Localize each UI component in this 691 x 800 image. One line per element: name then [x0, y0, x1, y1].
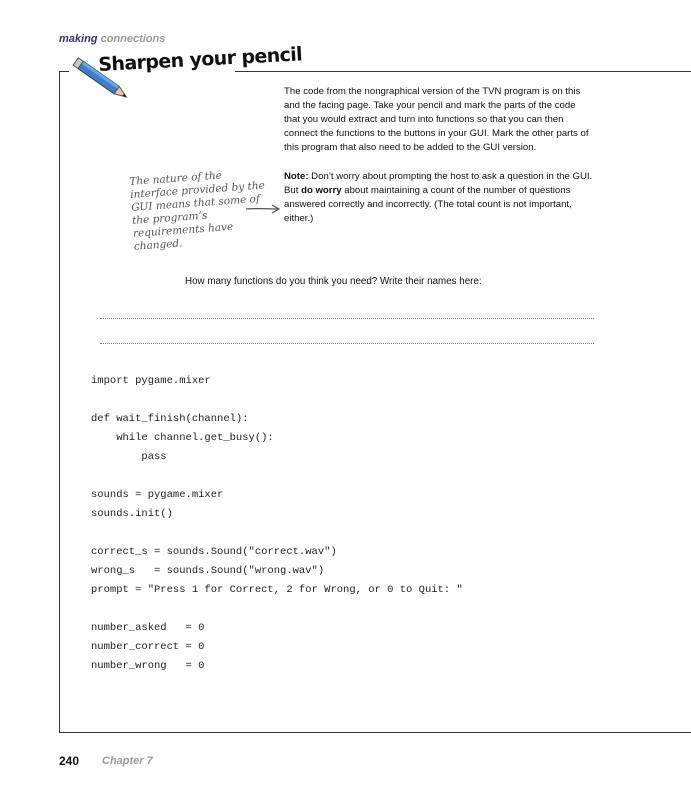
handwritten-annotation: The nature of the interface provided by the GUI means that some of the program’s requirements have changed. — [129, 169, 266, 253]
note-label: Note: — [284, 171, 309, 182]
code-line — [91, 391, 463, 410]
code-line: sounds.init() — [91, 508, 173, 520]
note-emphasis: do worry — [301, 185, 342, 196]
header-connections: connections — [100, 33, 166, 45]
code-line: sounds = pygame.mixer — [91, 489, 224, 501]
code-listing — [91, 372, 463, 676]
arrow-icon — [244, 203, 284, 215]
code-line — [91, 467, 463, 486]
code-line: import pygame.mixer — [91, 375, 211, 387]
answer-line[interactable] — [100, 318, 594, 319]
exercise-title: Sharpen your pencil — [97, 43, 303, 76]
chapter-label: Chapter 7 — [102, 755, 153, 767]
note-text-2: about maintaining a count of the number of questions answered correctly and incorrectly. (The total count is not important, either.) — [284, 185, 572, 224]
note-text-1: Don’t worry about prompting the host to ask a question in the GUI. But — [284, 171, 593, 196]
intro-paragraph: The code from the nongraphical version of the TVN program is on this and the facing page. Take your pencil and mark the parts of the code that you would extract and turn into functions so that you can then connect the functions to the buttons in your GUI. Mark the other parts of this program that also need to be added to the GUI version. — [284, 86, 589, 153]
question-text: How many functions do you think you need? Write their names here: — [185, 276, 482, 287]
code-line: wrong_s = sounds.Sound("wrong.wav") — [91, 565, 325, 577]
running-header — [59, 33, 165, 45]
code-line: while channel.get_busy(): — [91, 432, 274, 444]
code-line: prompt = "Press 1 for Correct, 2 for Wrong, or 0 to Quit: " — [91, 584, 463, 596]
code-line: correct_s = sounds.Sound("correct.wav") — [91, 546, 337, 558]
page-number: 240 — [59, 754, 80, 768]
code-line: def wait_finish(channel): — [91, 413, 249, 425]
header-making: making — [59, 33, 98, 45]
code-line: number_wrong = 0 — [91, 660, 205, 672]
code-line: number_asked = 0 — [91, 622, 205, 634]
code-line — [91, 600, 463, 619]
note-paragraph — [284, 170, 594, 226]
code-line: pass — [91, 451, 167, 463]
code-line: number_correct = 0 — [91, 641, 205, 653]
answer-line[interactable] — [100, 343, 594, 344]
code-line — [91, 524, 463, 543]
frame-top-right-rule — [235, 71, 691, 72]
